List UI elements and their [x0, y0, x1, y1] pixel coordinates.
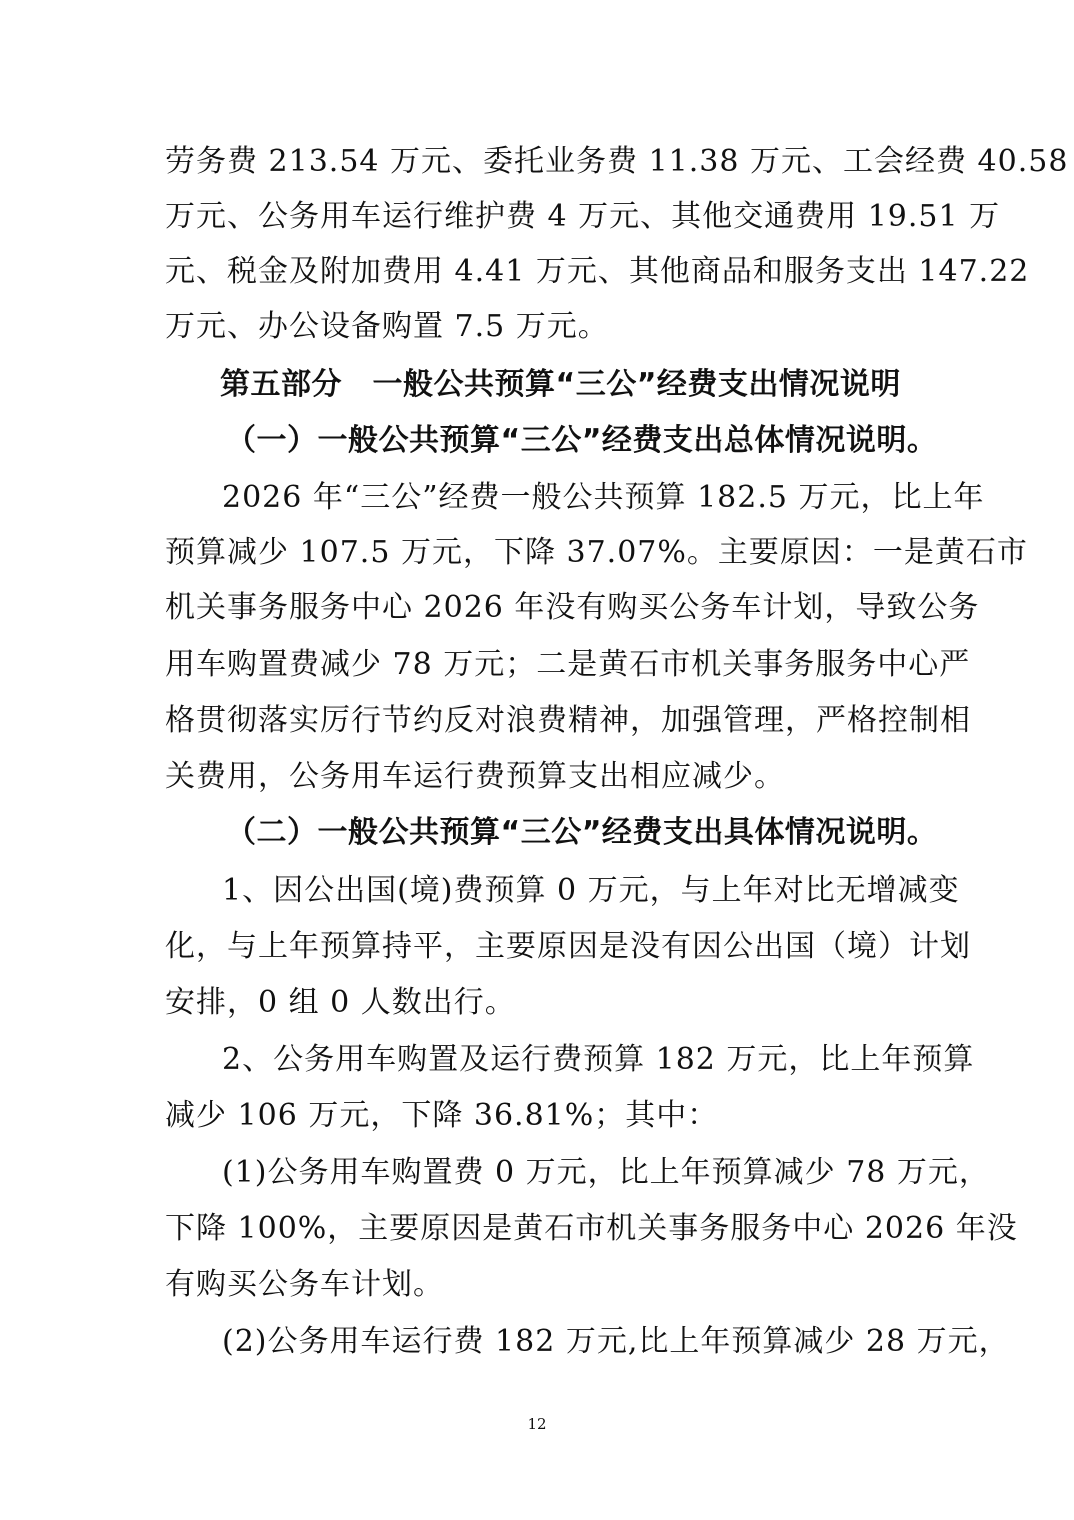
- text-line: 元、税金及附加费用 4.41 万元、其他商品和服务支出 147.22: [165, 254, 1030, 289]
- text-line: 下降 100%，主要原因是黄石市机关事务服务中心 2026 年没: [165, 1211, 1018, 1246]
- text-line: 预算减少 107.5 万元，下降 37.07%。主要原因：一是黄石市: [165, 535, 1028, 570]
- text-line: 机关事务服务中心 2026 年没有购买公务车计划，导致公务: [165, 590, 980, 625]
- text-line: 关费用，公务用车运行费预算支出相应减少。: [165, 759, 785, 794]
- section-heading: 第五部分 一般公共预算“三公”经费支出情况说明: [220, 367, 901, 402]
- text-line: 万元、公务用车运行维护费 4 万元、其他交通费用 19.51 万: [165, 199, 1001, 234]
- subsection-heading: （一）一般公共预算“三公”经费支出总体情况说明。: [226, 423, 938, 458]
- page-number: 12: [527, 1415, 547, 1433]
- text-line: 1、因公出国(境)费预算 0 万元，与上年对比无增减变: [222, 873, 960, 908]
- text-line: 2、公务用车购置及运行费预算 182 万元，比上年预算: [222, 1042, 975, 1077]
- text-line: 化，与上年预算持平，主要原因是没有因公出国（境）计划: [165, 929, 971, 964]
- subsection-heading: （二）一般公共预算“三公”经费支出具体情况说明。: [226, 815, 938, 850]
- text-line: 劳务费 213.54 万元、委托业务费 11.38 万元、工会经费 40.58: [165, 144, 1069, 179]
- text-line: 格贯彻落实厉行节约反对浪费精神，加强管理，严格控制相: [165, 703, 971, 738]
- text-line: (2)公务用车运行费 182 万元,比上年预算减少 28 万元，: [222, 1324, 1010, 1359]
- text-line: 有购买公务车计划。: [165, 1267, 444, 1302]
- text-line: 2026 年“三公”经费一般公共预算 182.5 万元，比上年: [222, 480, 985, 515]
- text-line: 安排，0 组 0 人数出行。: [165, 985, 516, 1020]
- text-line: 用车购置费减少 78 万元；二是黄石市机关事务服务中心严: [165, 647, 971, 682]
- text-line: 减少 106 万元，下降 36.81%；其中：: [165, 1098, 719, 1133]
- text-line: 万元、办公设备购置 7.5 万元。: [165, 309, 609, 344]
- text-line: (1)公务用车购置费 0 万元，比上年预算减少 78 万元，: [222, 1155, 990, 1190]
